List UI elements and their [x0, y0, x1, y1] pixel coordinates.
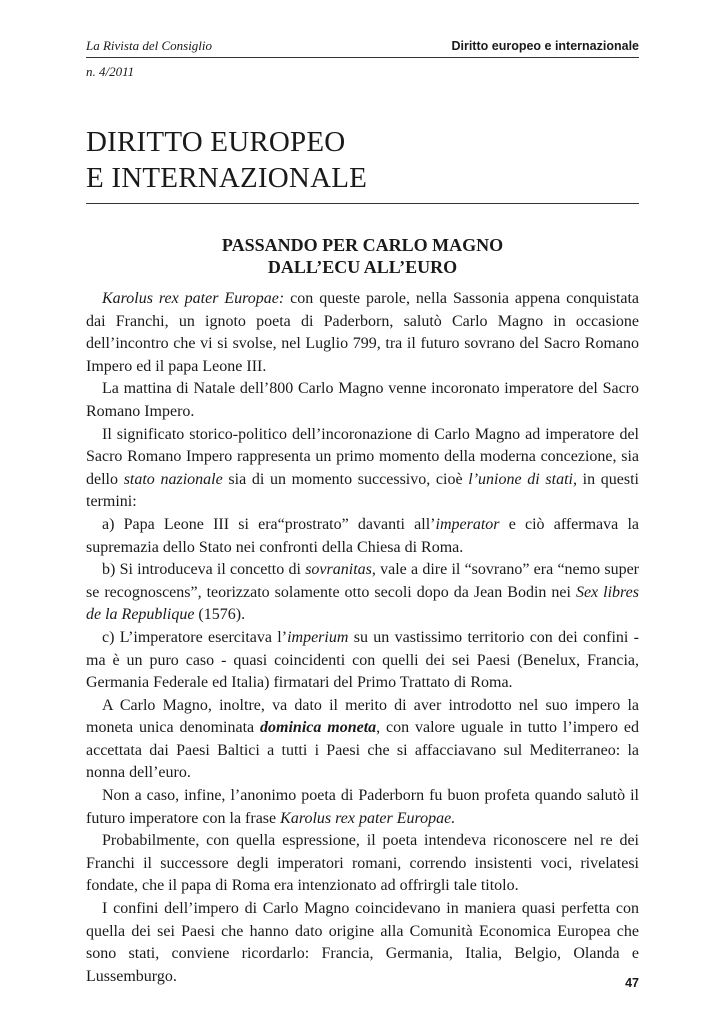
emphasized-text: imperator	[435, 515, 500, 533]
paragraph-text: I confini dell’impero di Carlo Magno coincidevano in maniera quasi perfetta con quella dei sei Paesi che hanno dato origine alla Comunità Economica Europea che sono stati, conviene ricordarlo: Francia, Germania, Italia, Belgio, Olanda e Lussemburgo.	[86, 900, 639, 985]
section-title	[86, 124, 367, 196]
paragraph	[86, 627, 639, 695]
paragraph-text: Probabilmente, con quella espressione, il poeta intendeva riconoscere nel re dei Franchi il successore degli imperatori romani, correndo insistenti voci, rivelatesi fondate, che il papa di Roma era intenzionato ad offrirgli tale titolo.	[86, 832, 639, 895]
journal-name: La Rivista del Consiglio	[86, 38, 213, 53]
paragraph-text: in questi termini:	[86, 470, 640, 511]
paragraph-text: A Carlo Magno, inoltre, va dato il merito di aver introdotto nel suo impero la moneta unica denominata	[86, 696, 639, 737]
paragraph-text: su un vastissimo territorio con dei confini - ma è un puro caso - quasi coincidenti con quelli dei sei Paesi (Benelux, Francia, Germania Federale ed Italia) firmatari del Primo Trattato di Roma.	[86, 628, 639, 692]
paragraph-text: (1576).	[194, 606, 246, 624]
paragraph-text: con queste parole, nella Sassonia appena conquistata dai Franchi, un ignoto poeta di Paderborn, salutò Carlo Magno in occasione dell’incontro che vi si svolse, nel Luglio 799, tra il futuro sovrano del Sacro Romano Impero ed il papa Leone III.	[86, 290, 640, 375]
paragraph	[86, 514, 639, 559]
paragraph-text: La mattina di Natale dell’800 Carlo Magno venne incoronato imperatore del Sacro Romano Impero.	[86, 380, 639, 420]
paragraph	[86, 695, 639, 785]
running-header-section: Diritto europeo e internazionale	[451, 39, 639, 53]
page-number: 47	[625, 976, 639, 990]
article-title-line-1: PASSANDO PER CARLO MAGNO	[221, 235, 504, 255]
header-divider	[86, 57, 639, 58]
emphasized-text: Karolus rex pater Europae.	[280, 809, 456, 827]
article-body	[86, 288, 639, 988]
section-title-divider	[86, 203, 639, 204]
article-title-line-2: DALL’ECU ALL’EURO	[267, 257, 458, 277]
emphasized-text: Karolus rex pater Europae:	[102, 290, 285, 307]
paragraph	[86, 288, 639, 378]
paragraph	[86, 424, 639, 514]
issue-number: n. 4/2011	[86, 64, 135, 79]
emphasized-text: dominica moneta	[260, 719, 377, 737]
paragraph-text: , con valore uguale in tutto l’impero ed accettata dai Paesi Baltici a tutti i Paesi che si affacciavano sul Mediterraneo: la nonna dell’euro.	[86, 719, 639, 782]
emphasized-text: sovranitas	[305, 561, 372, 579]
section-title-line-2: E INTERNAZIONALE	[86, 162, 368, 194]
paragraph	[86, 378, 639, 423]
paragraph-text: sia di un momento successivo, cioè	[222, 470, 469, 488]
emphasized-text: imperium	[287, 628, 349, 646]
paragraph	[86, 898, 639, 988]
emphasized-text: stato nazionale	[123, 470, 223, 488]
paragraph	[86, 785, 639, 830]
paragraph-text: c) L’imperatore esercitava l’	[102, 628, 288, 646]
paragraph-text: a) Papa Leone III si era“prostrato” davanti all’	[102, 515, 436, 533]
paragraph-text: Il significato storico-politico dell’incoronazione di Carlo Magno ad imperatore del Sacro Romano Impero rappresenta un primo momento della moderna concezione, sia dello	[86, 425, 639, 488]
paragraph-text: Non a caso, infine, l’anonimo poeta di Paderborn fu buon profeta quando salutò il futuro imperatore con la frase	[86, 787, 639, 827]
paragraph-text: e ciò affermava la supremazia dello Stato nei confronti della Chiesa di Roma.	[86, 515, 639, 556]
paragraph-text: , vale a dire il “sovrano” era “nemo super se recognoscens”, teorizzato solamente otto secoli dopo da Jean Bodin nei	[86, 561, 639, 601]
paragraph	[86, 830, 639, 898]
emphasized-text: l’unione di stati,	[468, 470, 577, 488]
section-title-line-1: DIRITTO EUROPEO	[86, 126, 346, 158]
running-header-left	[86, 38, 212, 80]
paragraph-text: b) Si introduceva il concetto di	[102, 561, 306, 579]
paragraph	[86, 559, 639, 627]
emphasized-text: Sex libres de la Republique	[86, 583, 639, 624]
article-title	[86, 234, 639, 278]
